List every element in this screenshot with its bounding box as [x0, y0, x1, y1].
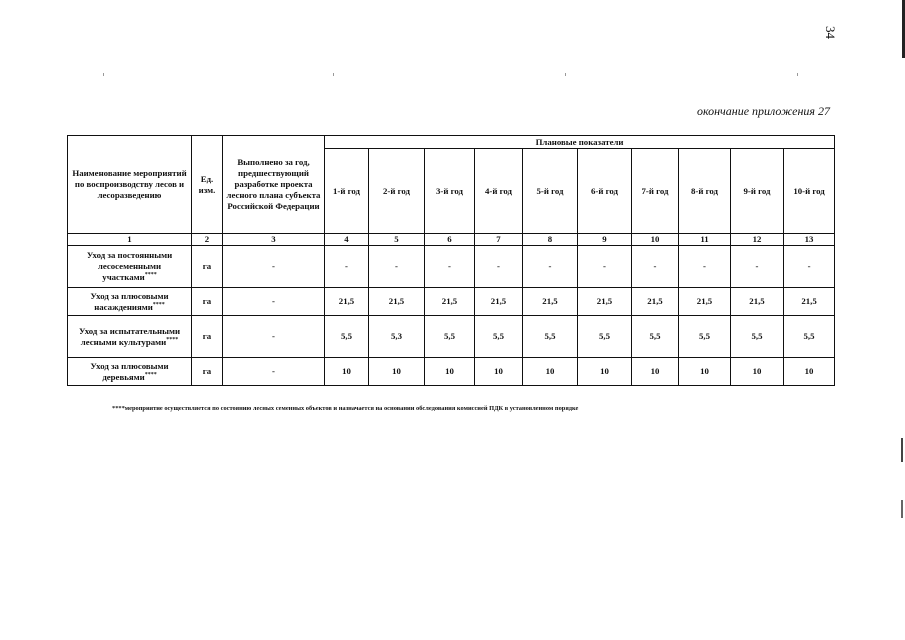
header-year: 7-й год: [632, 149, 679, 234]
header-year: 9-й год: [731, 149, 784, 234]
value-cell: 21,5: [475, 288, 523, 316]
value-cell: -: [731, 246, 784, 288]
table-row: [68, 288, 835, 316]
value-cell: 5,3: [369, 316, 425, 358]
value-cell: 21,5: [523, 288, 578, 316]
column-number: 11: [679, 234, 731, 246]
value-cell: 21,5: [784, 288, 835, 316]
header-year: 5-й год: [523, 149, 578, 234]
header-year: 3-й год: [425, 149, 475, 234]
footnote-mark: ****: [144, 272, 157, 279]
value-cell: 5,5: [425, 316, 475, 358]
table-row: [68, 246, 835, 288]
done-cell: -: [223, 246, 325, 288]
value-cell: 10: [475, 358, 523, 386]
value-cell: 21,5: [578, 288, 632, 316]
header-year: 8-й год: [679, 149, 731, 234]
value-cell: 5,5: [523, 316, 578, 358]
value-cell: 21,5: [731, 288, 784, 316]
table-row: [68, 316, 835, 358]
value-cell: 21,5: [632, 288, 679, 316]
header-planned: Плановые показатели: [325, 136, 835, 149]
activity-name: Уход за постоянными лесосеменными участками****: [68, 246, 192, 288]
value-cell: -: [475, 246, 523, 288]
scan-edge-line: [901, 500, 903, 518]
value-cell: 21,5: [369, 288, 425, 316]
column-number: 6: [425, 234, 475, 246]
column-number: 8: [523, 234, 578, 246]
value-cell: 10: [325, 358, 369, 386]
value-cell: 10: [679, 358, 731, 386]
value-cell: -: [523, 246, 578, 288]
header-year: 2-й год: [369, 149, 425, 234]
scan-dot: [797, 73, 798, 76]
table-row: [68, 358, 835, 386]
column-number: 7: [475, 234, 523, 246]
value-cell: 5,5: [784, 316, 835, 358]
header-year: 4-й год: [475, 149, 523, 234]
value-cell: -: [325, 246, 369, 288]
header-year: 10-й год: [784, 149, 835, 234]
done-cell: -: [223, 358, 325, 386]
unit-cell: га: [192, 316, 223, 358]
value-cell: 10: [523, 358, 578, 386]
column-number: 4: [325, 234, 369, 246]
unit-cell: га: [192, 288, 223, 316]
column-number: 5: [369, 234, 425, 246]
value-cell: 21,5: [679, 288, 731, 316]
value-cell: -: [632, 246, 679, 288]
value-cell: 5,5: [679, 316, 731, 358]
value-cell: 10: [369, 358, 425, 386]
column-number: 2: [192, 234, 223, 246]
value-cell: -: [784, 246, 835, 288]
activity-name: Уход за плюсовыми деревьями****: [68, 358, 192, 386]
header-name: Наименование мероприятий по воспроизводству лесов и лесоразведению: [68, 136, 192, 234]
value-cell: 10: [425, 358, 475, 386]
value-cell: 10: [784, 358, 835, 386]
column-number: 9: [578, 234, 632, 246]
footnote: ****мероприятие осуществляется по состоянию лесных семенных объектов и назначается на основании обследования комиссией ПДК в установленном порядке: [112, 405, 579, 412]
done-cell: -: [223, 288, 325, 316]
value-cell: 10: [632, 358, 679, 386]
column-number: 3: [223, 234, 325, 246]
activity-name: Уход за плюсовыми насаждениями****: [68, 288, 192, 316]
footnote-mark: ****: [166, 336, 179, 343]
scan-edge-line: [901, 438, 903, 462]
unit-cell: га: [192, 358, 223, 386]
value-cell: 5,5: [578, 316, 632, 358]
value-cell: -: [425, 246, 475, 288]
value-cell: 5,5: [632, 316, 679, 358]
value-cell: 10: [578, 358, 632, 386]
header-done: Выполнено за год, предшествующий разработке проекта лесного плана субъекта Российской Федерации: [223, 136, 325, 234]
footnote-mark: ****: [152, 301, 165, 308]
value-cell: 21,5: [425, 288, 475, 316]
value-cell: 21,5: [325, 288, 369, 316]
value-cell: -: [578, 246, 632, 288]
page-number: 34: [823, 26, 838, 39]
scan-dot: [565, 73, 566, 76]
activity-name: Уход за испытательными лесными культурами****: [68, 316, 192, 358]
column-number: 13: [784, 234, 835, 246]
header-year: 6-й год: [578, 149, 632, 234]
done-cell: -: [223, 316, 325, 358]
planning-table: [67, 135, 835, 386]
footnote-mark: ****: [144, 371, 157, 378]
column-number: 10: [632, 234, 679, 246]
column-number: 1: [68, 234, 192, 246]
appendix-title: окончание приложения 27: [696, 104, 830, 118]
scan-dot: [103, 73, 104, 76]
value-cell: 5,5: [731, 316, 784, 358]
value-cell: 10: [731, 358, 784, 386]
header-year: 1-й год: [325, 149, 369, 234]
scan-dot: [333, 73, 334, 76]
column-number-row: [68, 234, 835, 246]
column-number: 12: [731, 234, 784, 246]
header-unit: Ед. изм.: [192, 136, 223, 234]
value-cell: 5,5: [475, 316, 523, 358]
unit-cell: га: [192, 246, 223, 288]
value-cell: -: [369, 246, 425, 288]
value-cell: 5,5: [325, 316, 369, 358]
value-cell: -: [679, 246, 731, 288]
